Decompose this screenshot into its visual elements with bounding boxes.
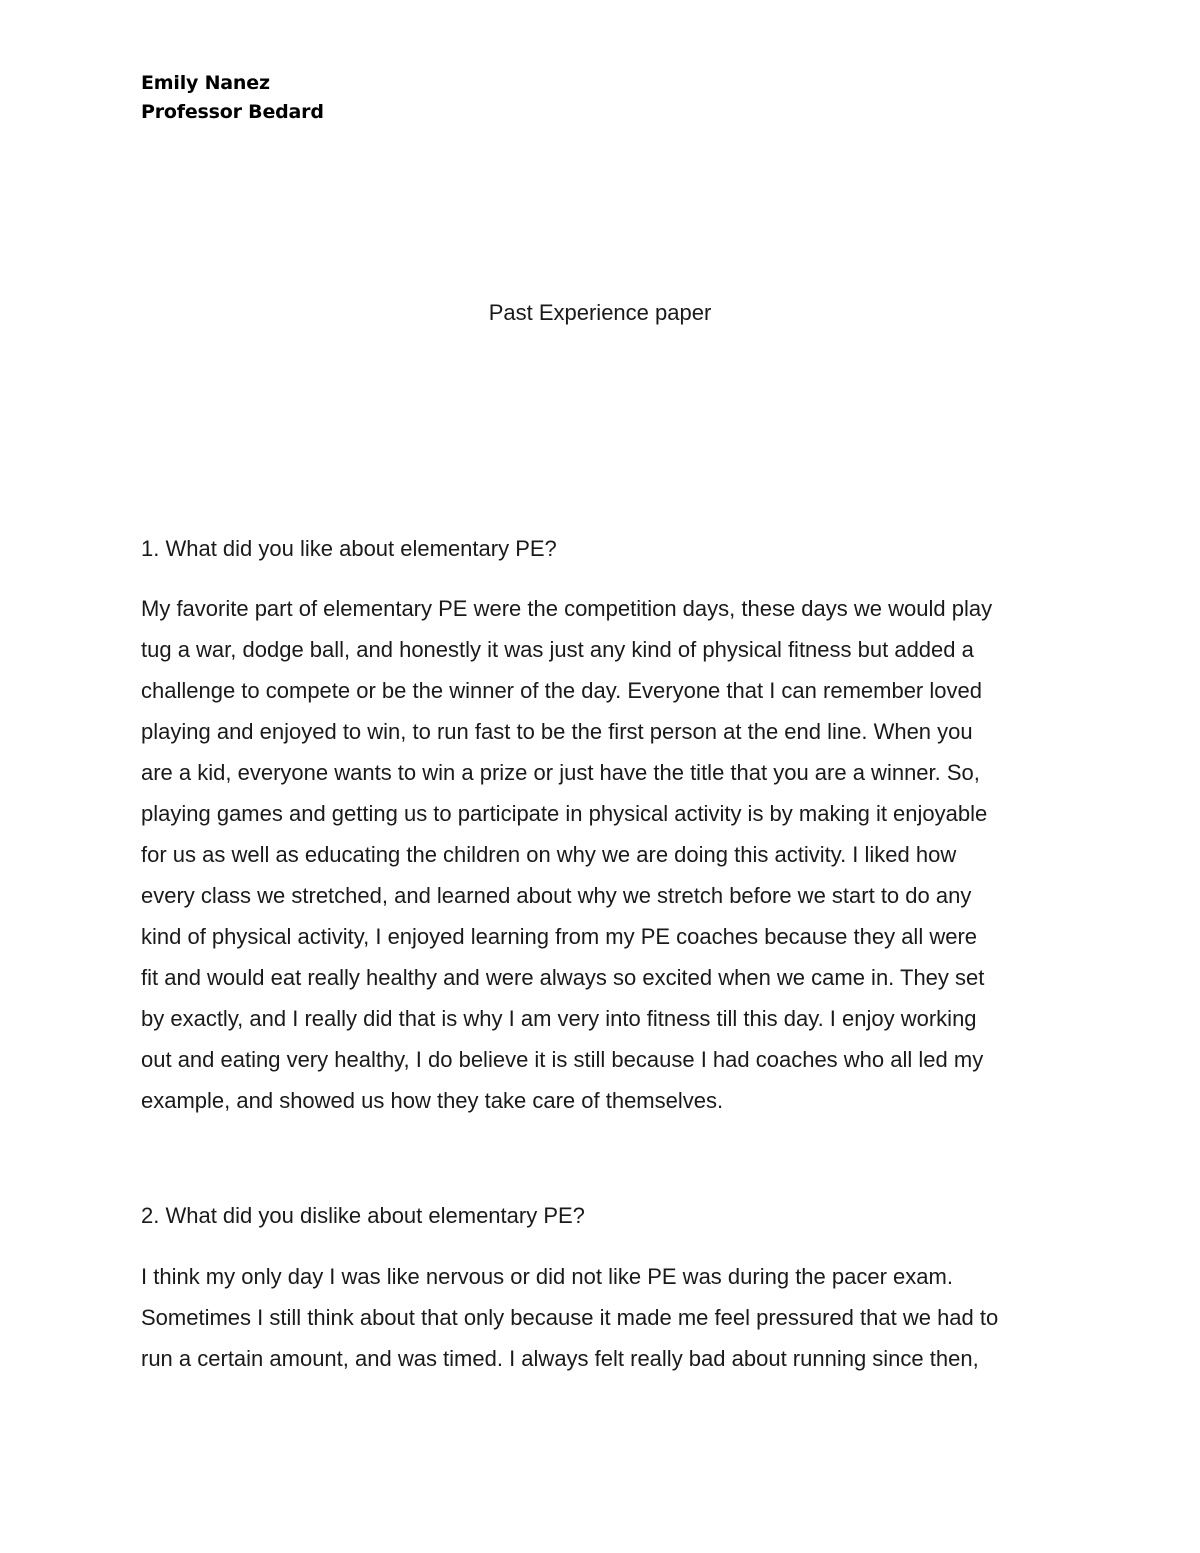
paper-title: Past Experience paper (488, 300, 712, 325)
answer-1-line: My favorite part of elementary PE were the competition days, these days we would play (141, 596, 993, 621)
answer-1-line: tug a war, dodge ball, and honestly it was just any kind of physical fitness but added a (141, 637, 974, 662)
answer-1-line: example, and showed us how they take care of themselves. (141, 1088, 724, 1113)
answer-2 (141, 1256, 1081, 1379)
answer-1-line: every class we stretched, and learned about why we stretch before we start to do any (141, 883, 972, 908)
answer-1-line: out and eating very healthy, I do believe it is still because I had coaches who all led my (141, 1047, 984, 1072)
answer-1 (141, 588, 1081, 1121)
answer-1-line: are a kid, everyone wants to win a prize or just have the title that you are a winner. So, (141, 760, 980, 785)
answer-1-line: playing games and getting us to participate in physical activity is by making it enjoyable (141, 801, 988, 826)
answer-1-line: for us as well as educating the children on why we are doing this activity. I liked how (141, 842, 957, 867)
answer-1-line: kind of physical activity, I enjoyed learning from my PE coaches because they all were (141, 924, 977, 949)
question-2: 2. What did you dislike about elementary PE? (141, 1203, 585, 1228)
answer-1-line: by exactly, and I really did that is why I am very into fitness till this day. I enjoy working (141, 1006, 977, 1031)
question-1: 1. What did you like about elementary PE? (141, 536, 557, 561)
answer-2-line: Sometimes I still think about that only because it made me feel pressured that we had to (141, 1305, 999, 1330)
answer-1-line: playing and enjoyed to win, to run fast to be the first person at the end line. When you (141, 719, 973, 744)
answer-2-line: run a certain amount, and was timed. I always felt really bad about running since then, (141, 1346, 979, 1371)
answer-1-line: fit and would eat really healthy and were always so excited when we came in. They set (141, 965, 985, 990)
answer-1-line: challenge to compete or be the winner of the day. Everyone that I can remember loved (141, 678, 982, 703)
professor-name: Professor Bedard (141, 101, 324, 123)
author-name: Emily Nanez (141, 72, 270, 94)
answer-2-line: I think my only day I was like nervous or did not like PE was during the pacer exam. (141, 1264, 953, 1289)
